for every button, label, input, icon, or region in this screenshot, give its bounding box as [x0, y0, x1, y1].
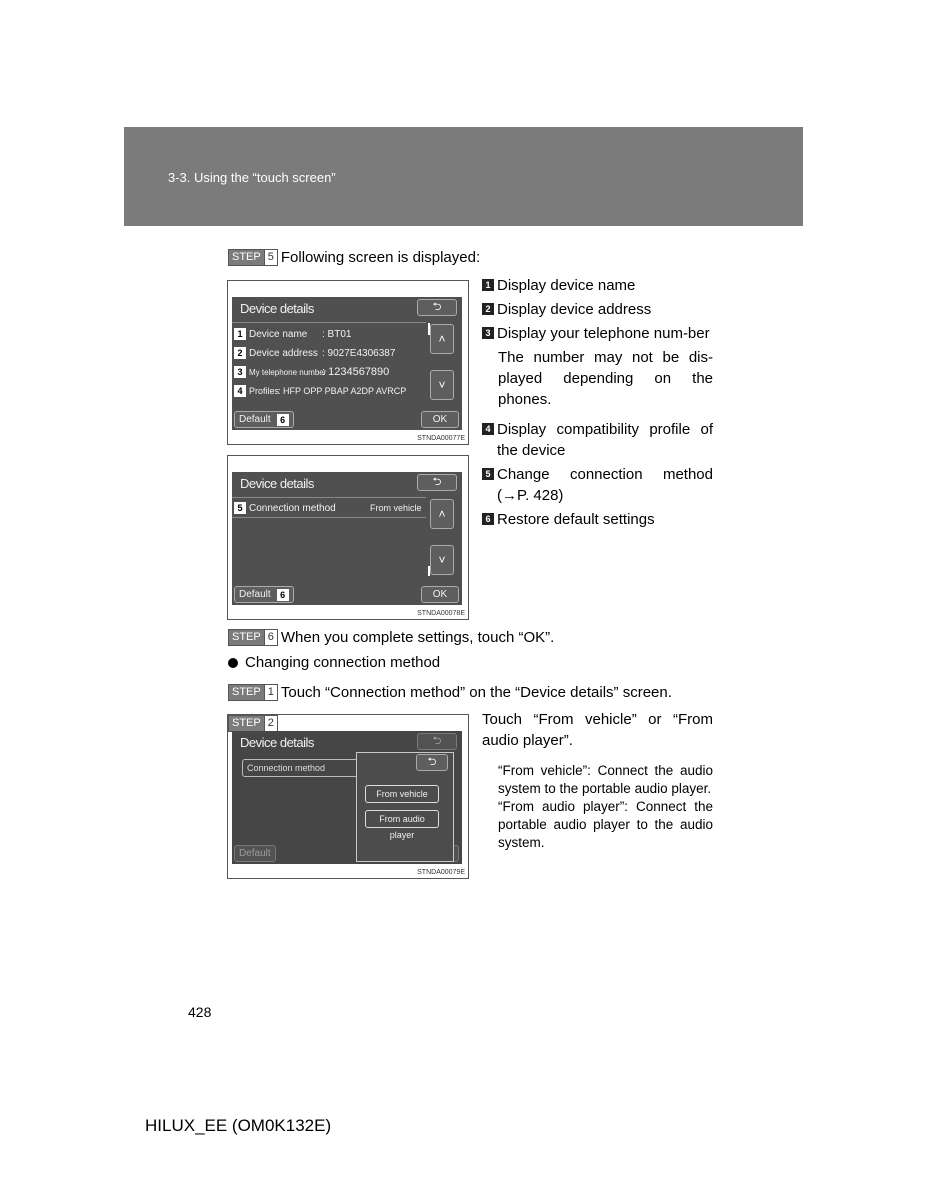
- default-button[interactable]: Default 6: [234, 411, 294, 428]
- row-connection-method[interactable]: 5 Connection method From vehicle: [234, 500, 336, 516]
- device-details-screen: [232, 297, 462, 430]
- step-1: [228, 684, 672, 701]
- step-6: [228, 629, 554, 646]
- image-code: STNDA00077E: [417, 435, 465, 442]
- callout-1: 1 Display device name: [482, 275, 713, 296]
- callout-4: 4 Display compatibility profile of the device: [482, 419, 713, 461]
- connection-method-field: Connection method: [242, 759, 360, 777]
- connection-method-screen: [232, 731, 462, 864]
- callout-3-note: The number may not be dis-played depending on the phones.: [498, 349, 713, 408]
- from-vehicle-button[interactable]: From vehicle: [365, 785, 439, 803]
- step-text: When you complete settings, touch “OK”.: [280, 629, 555, 646]
- bullet-icon: [228, 658, 238, 668]
- device-details-screenshot-2: [227, 455, 469, 620]
- row-device-name: 1 Device name : BT01: [234, 326, 307, 342]
- screen-title: Device details: [240, 301, 314, 316]
- step-tag: STEP 5: [228, 249, 278, 266]
- scroll-down-icon[interactable]: ˅: [430, 370, 454, 400]
- callout-2: 2 Display device address: [482, 299, 713, 320]
- scroll-up-icon[interactable]: ˄: [430, 499, 454, 529]
- step-tag: STEP 6: [228, 629, 278, 646]
- row-device-address: 2 Device address : 9027E4306387: [234, 345, 318, 361]
- section-title: 3-3. Using the “touch screen”: [168, 170, 336, 185]
- scroll-up-icon[interactable]: ˄: [430, 324, 454, 354]
- step-2-tag: STEP 2: [228, 715, 278, 732]
- return-arrow-icon[interactable]: ⮌: [417, 299, 457, 316]
- screen-title: Device details: [240, 735, 314, 750]
- device-details-screen: [232, 472, 462, 605]
- default-button: Default: [234, 845, 276, 862]
- step-text: Touch “Connection method” on the “Device details” screen.: [280, 684, 672, 701]
- row-telephone-number: 3 My telephone number : 1234567890: [234, 364, 326, 380]
- return-arrow-icon[interactable]: ⮌: [416, 754, 448, 771]
- step-2-notes: “From vehicle”: Connect the audio system to the portable audio player. “From audio player”: Connect the portable audio player to the audio system.: [498, 763, 713, 850]
- scroll-down-icon[interactable]: ˅: [430, 545, 454, 575]
- connection-method-screenshot: [227, 714, 469, 879]
- default-button[interactable]: Default 6: [234, 586, 294, 603]
- page-number: 428: [188, 1004, 212, 1020]
- connection-popup: [356, 752, 454, 862]
- step-tag: STEP 1: [228, 684, 278, 701]
- from-audio-player-button[interactable]: From audio player: [365, 810, 439, 828]
- ok-button[interactable]: OK: [421, 586, 459, 603]
- step-text: Following screen is displayed:: [280, 249, 481, 266]
- return-arrow-icon: ⮌: [417, 733, 457, 750]
- return-arrow-icon[interactable]: ⮌: [417, 474, 457, 491]
- device-details-screenshot-1: [227, 280, 469, 445]
- step-2-text: Touch “From vehicle” or “From audio player”.: [482, 711, 713, 749]
- image-code: STNDA00078E: [417, 610, 465, 617]
- row-profiles: 4 Profiles : HFP OPP PBAP A2DP AVRCP: [234, 383, 279, 399]
- screen-title: Device details: [240, 476, 314, 491]
- callout-6: 6 Restore default settings: [482, 509, 713, 530]
- callout-descriptions: [482, 275, 713, 530]
- ok-button[interactable]: OK: [421, 411, 459, 428]
- step-5: [228, 249, 480, 266]
- callout-3: 3 Display your telephone num-ber: [482, 323, 713, 344]
- footer-model: HILUX_EE (OM0K132E): [145, 1116, 332, 1135]
- image-code: STNDA00079E: [417, 869, 465, 876]
- callout-5: 5 Change connection method (→P. 428): [482, 464, 713, 506]
- bullet-heading: Changing connection method: [228, 654, 440, 671]
